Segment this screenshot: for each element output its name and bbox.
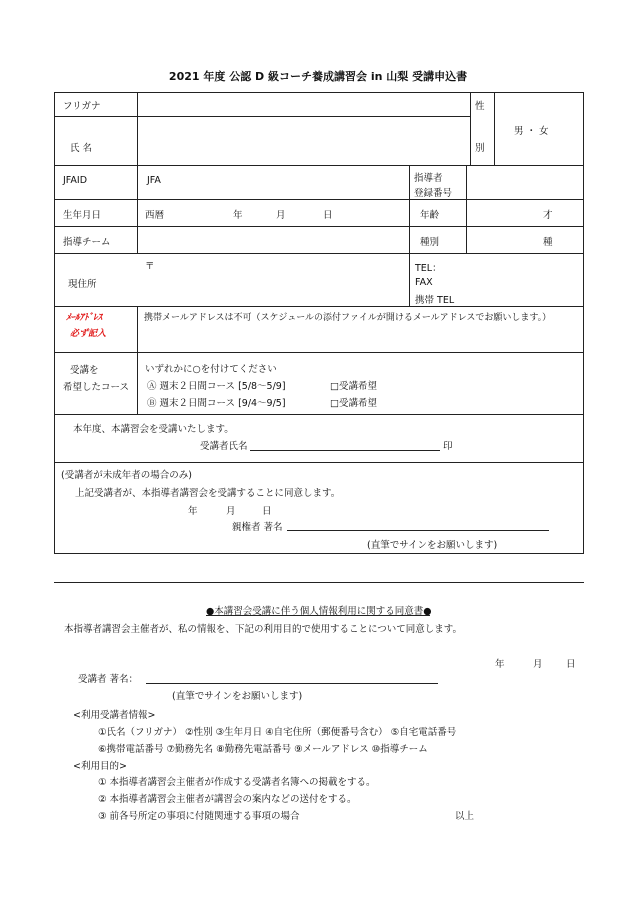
purpose-1: ① 本指導者講習会主催者が作成する受講者名簿への掲載をする。 — [98, 777, 376, 788]
minor-text: 上記受講者が、本指導者講習会を受講することに同意します。 — [75, 488, 341, 499]
mobile-tel-label: 携帯 TEL — [415, 295, 455, 306]
info-heading: <利用受講者情報> — [73, 710, 156, 721]
jfaid-value[interactable]: JFA — [147, 175, 161, 186]
email-note: 携帯メールアドレスは不可（スケジュールの添付ファイルが開けるメールアドレスでお願いします。） — [144, 313, 552, 323]
age-unit: 才 — [543, 210, 553, 221]
form-title: 2021 年度 公認 D 級コーチ養成講習会 in 山梨 受講申込書 — [168, 70, 468, 83]
applicant-name-label: 受講者氏名 — [200, 441, 248, 452]
furigana-label: フリガナ — [63, 101, 101, 112]
address-input[interactable] — [140, 255, 407, 304]
applicant-name-line[interactable] — [250, 450, 440, 451]
seal-label: 印 — [443, 441, 453, 452]
info-line-1: ①氏名（フリガナ） ②性別 ③生年月日 ④自宅住所（郵便番号含む） ⑤自宅電話番号 — [98, 727, 457, 738]
team-label: 指導チーム — [63, 237, 111, 248]
gender-options[interactable]: 男 ・ 女 — [514, 126, 549, 137]
purpose-heading: <利用目的> — [73, 761, 127, 772]
birth-month: 月 — [276, 210, 286, 221]
guardian-label: 親権者 著名 — [232, 522, 283, 533]
team-input[interactable] — [140, 228, 407, 251]
kind-unit: 種 — [543, 237, 553, 248]
section-divider — [54, 582, 584, 583]
consent-heading: ●本講習会受講に伴う個人情報利用に関する同意書● — [206, 606, 432, 617]
name-input[interactable] — [140, 118, 467, 162]
course-label-1: 受講を — [70, 365, 99, 376]
coach-reg-input[interactable] — [469, 167, 581, 197]
fax-label: FAX — [415, 277, 433, 288]
email-input[interactable] — [140, 324, 580, 350]
course-b: Ⓑ 週末２日間コース [9/4～9/5] — [147, 398, 286, 409]
consent-heading-underline — [206, 615, 430, 616]
gender-label-2: 別 — [475, 143, 485, 154]
ijou-label: 以上 — [455, 811, 475, 822]
apply-text: 本年度、本講習会を受講いたします。 — [73, 424, 234, 435]
coach-reg-label-2: 登録番号 — [414, 188, 453, 199]
minor-title: (受講者が未成年者の場合のみ) — [61, 470, 192, 481]
birth-year: 年 — [233, 210, 243, 221]
age-label: 年齢 — [420, 210, 440, 221]
guardian-sign-line[interactable] — [287, 530, 549, 531]
kind-label: 種別 — [420, 237, 440, 248]
address-label: 現住所 — [68, 279, 97, 290]
course-b-checkbox[interactable]: □受講希望 — [330, 398, 377, 409]
info-line-2: ⑥携帯電話番号 ⑦勤務先名 ⑧勤務先電話番号 ⑨メールアドレス ⑩指導チーム — [98, 744, 428, 755]
course-a: Ⓐ 週末２日間コース [5/8～5/9] — [147, 381, 286, 392]
minor-day: 日 — [262, 506, 272, 517]
consent-year: 年 — [495, 659, 505, 670]
email-required-label: 必ず記入 — [70, 329, 107, 339]
purpose-3: ③ 前各号所定の事項に付随関連する事項の場合 — [98, 811, 300, 822]
postal-mark: 〒 — [145, 261, 155, 272]
consent-intro: 本指導者講習会主催者が、私の情報を、下記の利用目的で使用することについて同意します。 — [64, 624, 463, 635]
gender-label-1: 性 — [475, 101, 485, 112]
course-label-2: 希望したコース — [63, 382, 130, 393]
birth-day: 日 — [323, 210, 333, 221]
purpose-2: ② 本指導者講習会主催者が講習会の案内などの送付をする。 — [98, 794, 357, 805]
name-label: 氏 名 — [70, 143, 93, 154]
course-instruction: いずれかに○を付けてください — [145, 364, 277, 375]
birth-seireki: 西暦 — [145, 210, 165, 221]
coach-reg-label-1: 指導者 — [414, 173, 443, 184]
consent-sign-line[interactable] — [146, 683, 438, 684]
consent-day: 日 — [566, 659, 576, 670]
email-label: ﾒｰﾙｱﾄﾞﾚｽ — [66, 313, 103, 323]
handwrite-note: (直筆でサインをお願いします) — [367, 540, 498, 551]
furigana-input[interactable] — [140, 94, 467, 114]
consent-sign-label: 受講者 著名： — [78, 674, 139, 685]
minor-month: 月 — [226, 506, 236, 517]
tel-label: TEL： — [415, 263, 442, 274]
jfaid-label: JFAID — [63, 175, 88, 186]
birthdate-label: 生年月日 — [63, 210, 102, 221]
consent-month: 月 — [533, 659, 543, 670]
consent-sign-note: (直筆でサインをお願いします) — [172, 691, 303, 702]
minor-year: 年 — [188, 506, 198, 517]
course-a-checkbox[interactable]: □受講希望 — [330, 381, 377, 392]
